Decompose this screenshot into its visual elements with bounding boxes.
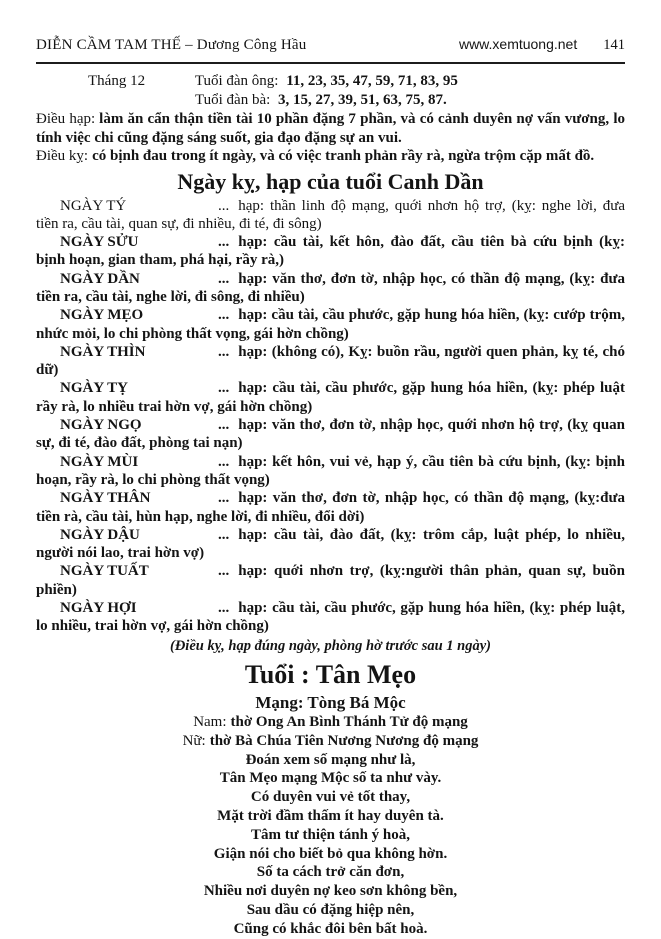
day-text: hạp: cầu tài, đào đất, (kỵ: trôm cắp, luật phép, lo nhiều, người nói lao, trai hờn vợ) xyxy=(36,526,625,562)
book-title: DIỄN CẦM TAM THẾ – Dương Công Hầu xyxy=(36,37,307,53)
day-text: hạp: văn thơ, đơn tờ, nhập học, có thần độ mạng, (kỵ:đưa tiền rà, cầu tài, hùn hạp, nghe lời, đi nhiều, đổi dời) xyxy=(36,490,625,525)
days-note: (Điều kỵ, hạp đúng ngày, phòng hờ trước sau 1 ngày) xyxy=(169,637,491,654)
dieu-ky-label: Điều kỵ: xyxy=(36,148,89,164)
month-ages-block xyxy=(36,72,625,110)
nam-text: thờ Ong An Bình Thánh Tử độ mạng xyxy=(230,713,468,730)
day-row-suu xyxy=(36,233,625,270)
day-label: NGÀY MÙI xyxy=(60,453,139,470)
age-heading: Tuổi : Tân Mẹo xyxy=(244,659,417,689)
nu-label: Nữ: xyxy=(182,732,206,749)
poem-line: Số ta cách trở căn đơn, xyxy=(256,864,405,881)
day-label: NGÀY NGỌ xyxy=(60,417,142,434)
day-dots: ... xyxy=(218,343,230,360)
day-text: hạp: văn thơ, đơn tờ, nhập học, quới nhơn hộ trợ, (kỵ quan sự, đi té, đào đất, phòng tai nạn) xyxy=(36,417,625,452)
poem-line: Mặt trời đầm thấm ít hay duyên tà. xyxy=(217,808,444,825)
dieu-ky-paragraph xyxy=(36,147,625,166)
day-text: hạp: cầu tài, kết hôn, đào đất, cầu tiên bà cứu bịnh (kỵ: bịnh hoạn, gian tham, phá hại, rầy rà,) xyxy=(36,234,625,269)
women-ages-row xyxy=(36,91,625,110)
day-row-mui xyxy=(36,453,625,490)
day-label: NGÀY DẬU xyxy=(60,526,140,543)
day-label: NGÀY THÌN xyxy=(60,343,146,360)
men-ages-values: 11, 23, 35, 47, 59, 71, 83, 95 xyxy=(286,73,458,89)
day-row-than xyxy=(36,489,625,526)
page-header xyxy=(36,36,625,64)
day-dots: ... xyxy=(218,307,230,324)
day-dots: ... xyxy=(218,453,230,470)
men-ages-row xyxy=(36,72,625,91)
day-dots: ... xyxy=(218,417,230,434)
day-row-dau xyxy=(36,526,625,563)
day-row-thin xyxy=(36,343,625,380)
day-dots: ... xyxy=(218,526,230,543)
nu-text: thờ Bà Chúa Tiên Nương Nương độ mạng xyxy=(209,732,479,749)
dieu-hap-label: Điều hạp: xyxy=(36,111,96,127)
day-text: hạp: thần linh độ mạng, quới nhơn hộ trợ, (kỵ: nghe lời, đưa tiền ra, cầu tài, quan sự, đi nhiều, đi té, đi sông) xyxy=(36,197,625,232)
dieu-ky-text: có bịnh đau trong ít ngày, và có việc tranh phản rầy rà, ngừa trộm cặp mất đồ. xyxy=(92,148,595,164)
month-label: Tháng 12 xyxy=(88,73,146,89)
day-row-ngo xyxy=(36,416,625,453)
day-text: hạp: quới nhơn trợ, (kỵ:người thân phản, quan sự, buồn phiền) xyxy=(36,563,625,598)
poem-line: Nhiều nơi duyên nợ keo sơn không bền, xyxy=(203,883,458,900)
day-label: NGÀY TÝ xyxy=(60,197,127,214)
day-dots: ... xyxy=(218,380,230,397)
day-text: hạp: cầu tài, cầu phước, gặp hung hóa hiền, (kỵ: phép luật, lo nhiều, trai hờn vợ, gái hờn chồng) xyxy=(36,600,625,635)
day-label: NGÀY TUẤT xyxy=(60,563,149,580)
women-ages-label: Tuổi đàn bà: xyxy=(195,92,271,108)
day-label: NGÀY TỴ xyxy=(60,380,128,397)
day-row-ty xyxy=(36,197,625,234)
day-dots: ... xyxy=(218,197,230,214)
day-row-ti xyxy=(36,379,625,416)
day-label: NGÀY HỢI xyxy=(60,600,137,617)
site-url: www.xemtuong.net xyxy=(458,36,578,52)
day-text: hạp: kết hôn, vui vẻ, hạp ý, cầu tiên bà cứu bịnh, (kỵ: bịnh hoạn, rầy rà, lo chi phòng thất vọng) xyxy=(36,453,625,488)
day-text: hạp: văn thơ, đơn tờ, nhập học, có thần độ mạng, (kỵ: đưa tiền ra, cầu tài, nghe lời, đi sông, đi nhiều) xyxy=(36,270,625,305)
page-number: 141 xyxy=(603,37,625,53)
mang-line: Mạng: Tòng Bá Mộc xyxy=(255,692,406,712)
men-ages-label: Tuổi đàn ông: xyxy=(194,73,279,89)
day-dots: ... xyxy=(218,563,230,580)
poem-line: Giận nói cho biết bỏ qua không hờn. xyxy=(213,845,448,862)
day-label: NGÀY SỬU xyxy=(60,234,139,251)
dieu-hap-text: làm ăn cẩn thận tiền tài 10 phần đặng 7 phần, và có cảnh duyên nợ vấn vương, lo tính việc chi cũng đặng sáng suốt, gia đạo đặng sự an vui. xyxy=(36,111,625,146)
day-dots: ... xyxy=(218,600,230,617)
nam-label: Nam: xyxy=(193,713,227,730)
poem-block xyxy=(36,751,625,939)
day-label: NGÀY THÂN xyxy=(60,490,151,507)
day-label: NGÀY DẦN xyxy=(60,270,140,287)
day-row-dan xyxy=(36,270,625,307)
poem-line: Tâm tư thiện tánh ý hoà, xyxy=(250,826,411,843)
poem-line: Tân Mẹo mạng Mộc số ta như vày. xyxy=(219,770,442,787)
header-right xyxy=(459,36,625,54)
poem-line: Sau dầu có đặng hiệp nên, xyxy=(246,902,415,918)
day-dots: ... xyxy=(218,234,230,251)
day-dots: ... xyxy=(218,270,230,287)
poem-line: Đoán xem số mạng như là, xyxy=(245,751,416,768)
day-row-tuat xyxy=(36,562,625,599)
day-label: NGÀY MẸO xyxy=(60,307,144,324)
dieu-hap-paragraph xyxy=(36,110,625,147)
day-row-meo xyxy=(36,306,625,343)
poem-line: Có duyên vui vẻ tốt thay, xyxy=(250,789,411,806)
day-text: hạp: cầu tài, cầu phước, gặp hung hóa hiền, (kỵ: phép luật rầy rà, lo nhiều trai hờn vợ, gái hờn chồng) xyxy=(36,380,625,415)
days-section-heading: Ngày kỵ, hạp của tuổi Canh Dần xyxy=(177,168,484,194)
day-row-hoi xyxy=(36,599,625,636)
day-text: hạp: cầu tài, cầu phước, gặp hung hóa hiền, (kỵ: cướp trộm, nhức mỏi, lo chi phòng thất vọng, gái hờn chồng) xyxy=(36,307,625,342)
day-dots: ... xyxy=(218,490,230,507)
nu-line xyxy=(36,732,625,751)
nam-line xyxy=(36,713,625,732)
women-ages-values: 3, 15, 27, 39, 51, 63, 75, 87. xyxy=(278,92,447,108)
day-text: hạp: (không có), Kỵ: buồn rầu, người quen phản, kỵ té, chó dữ) xyxy=(36,343,625,379)
poem-line: Cũng có khắc đôi bên bất hoà. xyxy=(233,920,428,937)
